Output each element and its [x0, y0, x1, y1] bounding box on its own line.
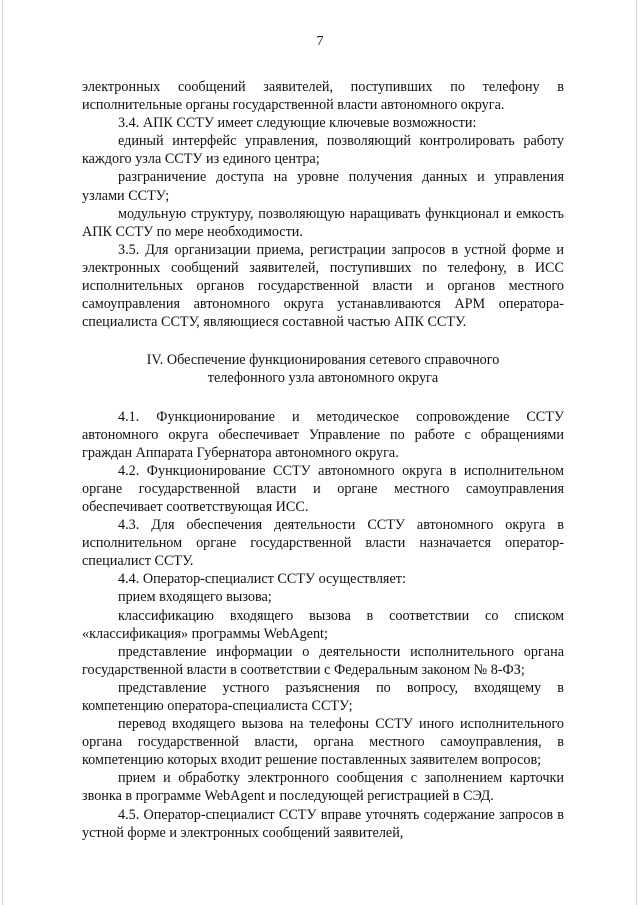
paragraph-group-top	[82, 78, 564, 331]
page-left-edge	[2, 0, 3, 905]
paragraph: 4.2. Функционирование ССТУ автономного округа в исполнительном органе государственной власти и органе местного самоуправления обеспечивает соответствующая ИСС.	[82, 462, 564, 515]
section-heading-line-2: телефонного узла автономного округа	[207, 370, 439, 387]
paragraph: классификацию входящего вызова в соответствии со списком «классификация» программы WebAgent;	[82, 607, 564, 642]
section-heading	[82, 351, 564, 387]
paragraph: 3.4. АПК ССТУ имеет следующие ключевые возможности:	[118, 115, 477, 132]
paragraph: 4.5. Оператор-специалист ССТУ вправе уточнять содержание запросов в устной форме и электронных сообщений заявителей,	[82, 806, 564, 841]
paragraph: 4.4. Оператор-специалист ССТУ осуществляет:	[118, 571, 406, 588]
page-right-edge	[636, 0, 637, 905]
paragraph: электронных сообщений заявителей, поступивших по телефону в исполнительные органы государственной власти автономного округа.	[82, 79, 564, 114]
paragraph: 3.5. Для организации приема, регистрации запросов в устной форме и электронных сообщений заявителей, поступивших по телефону, в ИСС исполнительных органов государственной власти и органов местного самоуправления автономного округа устанавливаются АРМ оператора-специалиста ССТУ, являющиеся составной частью АПК ССТУ.	[82, 241, 564, 331]
page-number: 7	[316, 34, 324, 49]
section-heading-line-1: IV. Обеспечение функционирования сетевого справочного	[146, 352, 500, 369]
document-body	[82, 78, 564, 842]
paragraph-group-bottom	[82, 408, 564, 842]
paragraph: представление информации о деятельности исполнительного органа государственной власти в соответствии с Федеральным законом № 8-ФЗ;	[82, 643, 564, 678]
paragraph: модульную структуру, позволяющую наращивать функционал и емкость АПК ССТУ по мере необходимости.	[82, 205, 564, 240]
paragraph: разграничение доступа на уровне получения данных и управления узлами ССТУ;	[82, 169, 564, 204]
paragraph: перевод входящего вызова на телефоны ССТУ иного исполнительного органа государственной власти, органа местного самоуправления, в компетенцию которых входит решение поставленных заявителем вопросов;	[82, 716, 564, 769]
paragraph: единый интерфейс управления, позволяющий контролировать работу каждого узла ССТУ из единого центра;	[82, 133, 564, 168]
paragraph: 4.1. Функционирование и методическое сопровождение ССТУ автономного округа обеспечивает Управление по работе с обращениями граждан Аппарата Губернатора автономного округа.	[82, 408, 564, 461]
paragraph: представление устного разъяснения по вопросу, входящему в компетенцию оператора-специалиста ССТУ;	[82, 679, 564, 714]
paragraph: 4.3. Для обеспечения деятельности ССТУ автономного округа в исполнительном органе государственной власти назначается оператор-специалист ССТУ.	[82, 517, 564, 570]
paragraph: прием и обработку электронного сообщения с заполнением карточки звонка в программе WebAgent и последующей регистрацией в СЭД.	[82, 770, 564, 805]
paragraph: прием входящего вызова;	[118, 589, 272, 606]
